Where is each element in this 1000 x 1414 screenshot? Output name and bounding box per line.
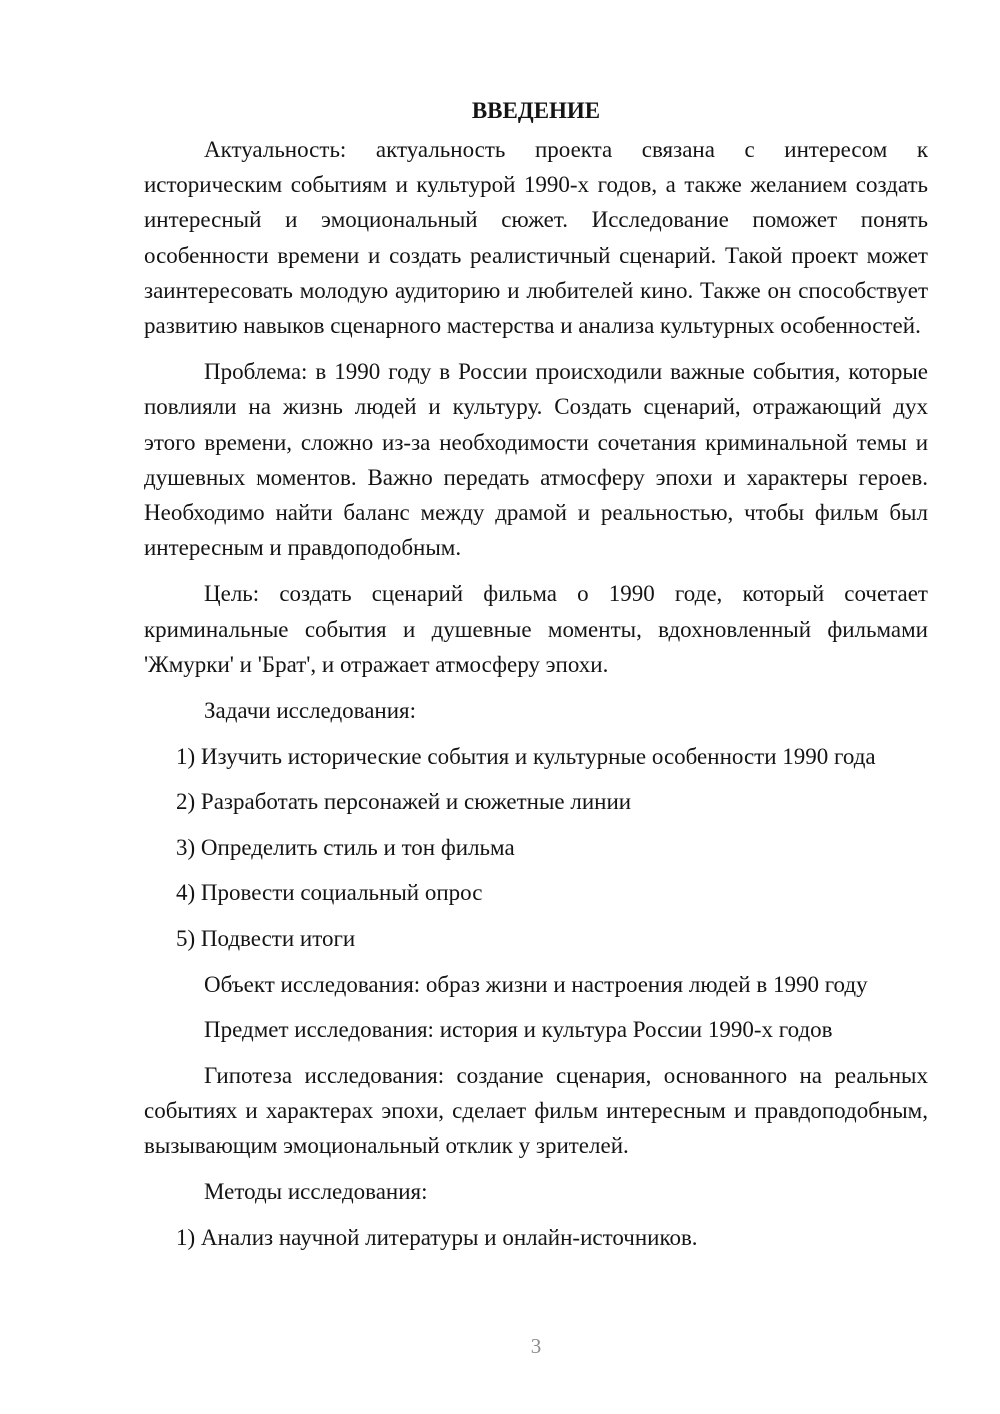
task-item: 1) Изучить исторические события и культурные особенности 1990 года xyxy=(176,743,876,769)
method-item: 1) Анализ научной литературы и онлайн-источников. xyxy=(176,1225,698,1250)
research-subject: Предмет исследования: история и культура России 1990-х годов xyxy=(204,1017,833,1043)
problem-paragraph: Проблема: в 1990 году в России происходили важные события, которые повлияли на жизнь людей и культуру. Создать сценарий, отражающий дух этого времени, сложно из-за необходимости сочетания криминальной темы и душевных моментов. Важно передать атмосферу эпохи и характеры героев. Необходимо найти баланс между драмой и реальностью, чтобы фильм был интересным и правдоподобным. xyxy=(144,359,928,561)
goal-paragraph: Цель: создать сценарий фильма о 1990 годе, который сочетает криминальные события и душевные моменты, вдохновленный фильмами 'Жмурки' и 'Брат', и отражает атмосферу эпохи. xyxy=(144,581,928,677)
task-item: 2) Разработать персонажей и сюжетные линии xyxy=(176,789,632,815)
tasks-heading: Задачи исследования: xyxy=(204,698,417,724)
task-item: 5) Подвести итоги xyxy=(176,926,356,952)
page-number: 3 xyxy=(530,1334,542,1358)
methods-heading: Методы исследования: xyxy=(204,1179,428,1205)
hypothesis-paragraph: Гипотеза исследования: создание сценария, основанного на реальных событиях и характерах эпохи, сделает фильм интересным и правдоподобным, вызывающим эмоциональный отклик у зрителей. xyxy=(144,1062,928,1159)
document-page xyxy=(144,96,928,1266)
task-item: 4) Провести социальный опрос xyxy=(176,880,483,906)
page-title: ВВЕДЕНИЕ xyxy=(471,98,601,123)
task-item: 3) Определить стиль и тон фильма xyxy=(176,834,515,860)
relevance-paragraph: Актуальность: актуальность проекта связана с интересом к историческим событиям и культурой 1990-х годов, а также желанием создать интересный и эмоциональный сюжет. Исследование поможет понять особенности времени и создать реалистичный сценарий. Такой проект может заинтересовать молодую аудиторию и любителей кино. Также он способствует развитию навыков сценарного мастерства и анализа культурных особенностей. xyxy=(144,137,928,339)
research-object: Объект исследования: образ жизни и настроения людей в 1990 году xyxy=(204,971,868,997)
